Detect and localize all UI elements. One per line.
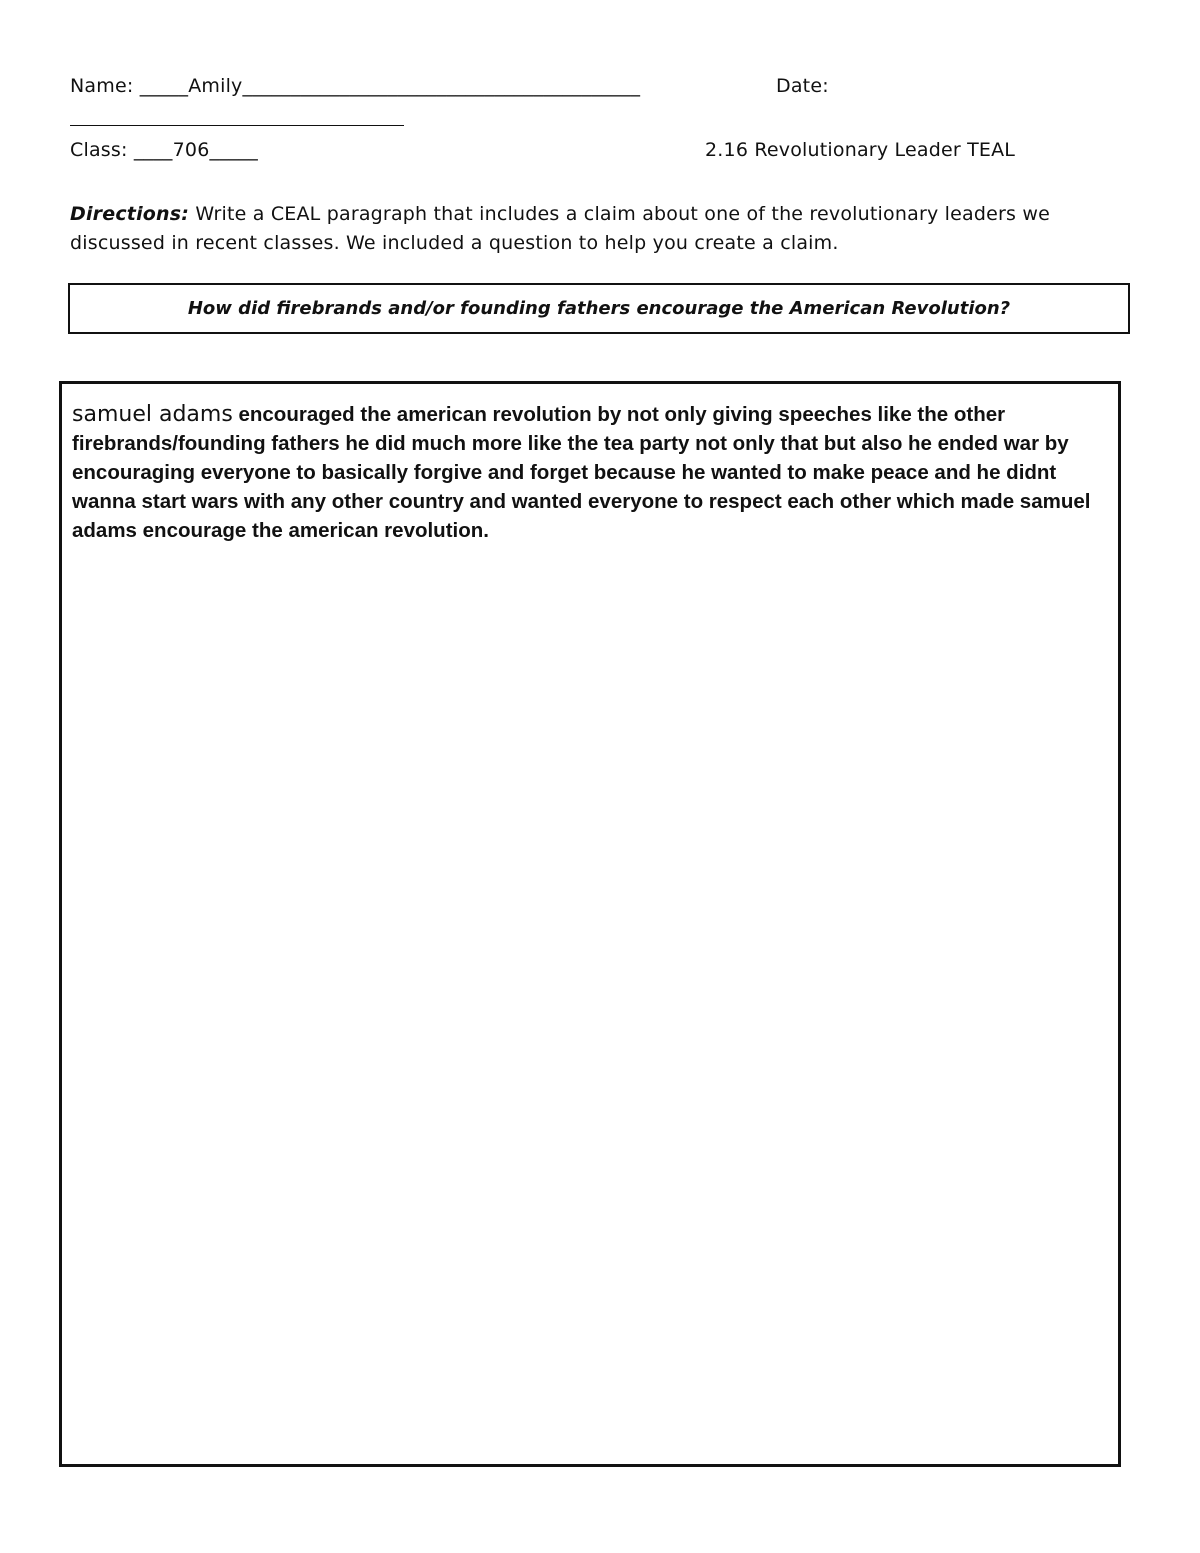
answer-paragraph[interactable] bbox=[72, 400, 1112, 545]
assignment-title: 2.16 Revolutionary Leader TEAL bbox=[705, 139, 1016, 161]
answer-lead: samuel adams bbox=[72, 402, 233, 427]
question-box bbox=[68, 283, 1130, 334]
date-underline bbox=[70, 125, 404, 126]
directions-paragraph bbox=[70, 200, 1140, 258]
directions-label: Directions: bbox=[70, 203, 190, 225]
date-label: Date: bbox=[776, 75, 829, 97]
answer-box[interactable] bbox=[59, 381, 1121, 1467]
directions-text: Write a CEAL paragraph that includes a claim about one of the revolutionary leaders we discussed in recent classes. We included a question to help you create a claim. bbox=[70, 203, 1050, 254]
name-line: Name: _____Amily_________________________________________ bbox=[70, 75, 641, 97]
answer-text: encouraged the american revolution by not only giving speeches like the other firebrands/founding fathers he did much more like the tea party not only that but also he ended war by encouraging everyone to basically forgive and forget because he wanted to make peace and he didnt wanna start wars with any other country and wanted everyone to respect each other which made samuel adams encourage the american revolution. bbox=[72, 403, 1091, 542]
class-line: Class: ____706_____ bbox=[70, 139, 258, 161]
question-text: How did firebrands and/or founding fathers encourage the American Revolution? bbox=[187, 298, 1011, 319]
